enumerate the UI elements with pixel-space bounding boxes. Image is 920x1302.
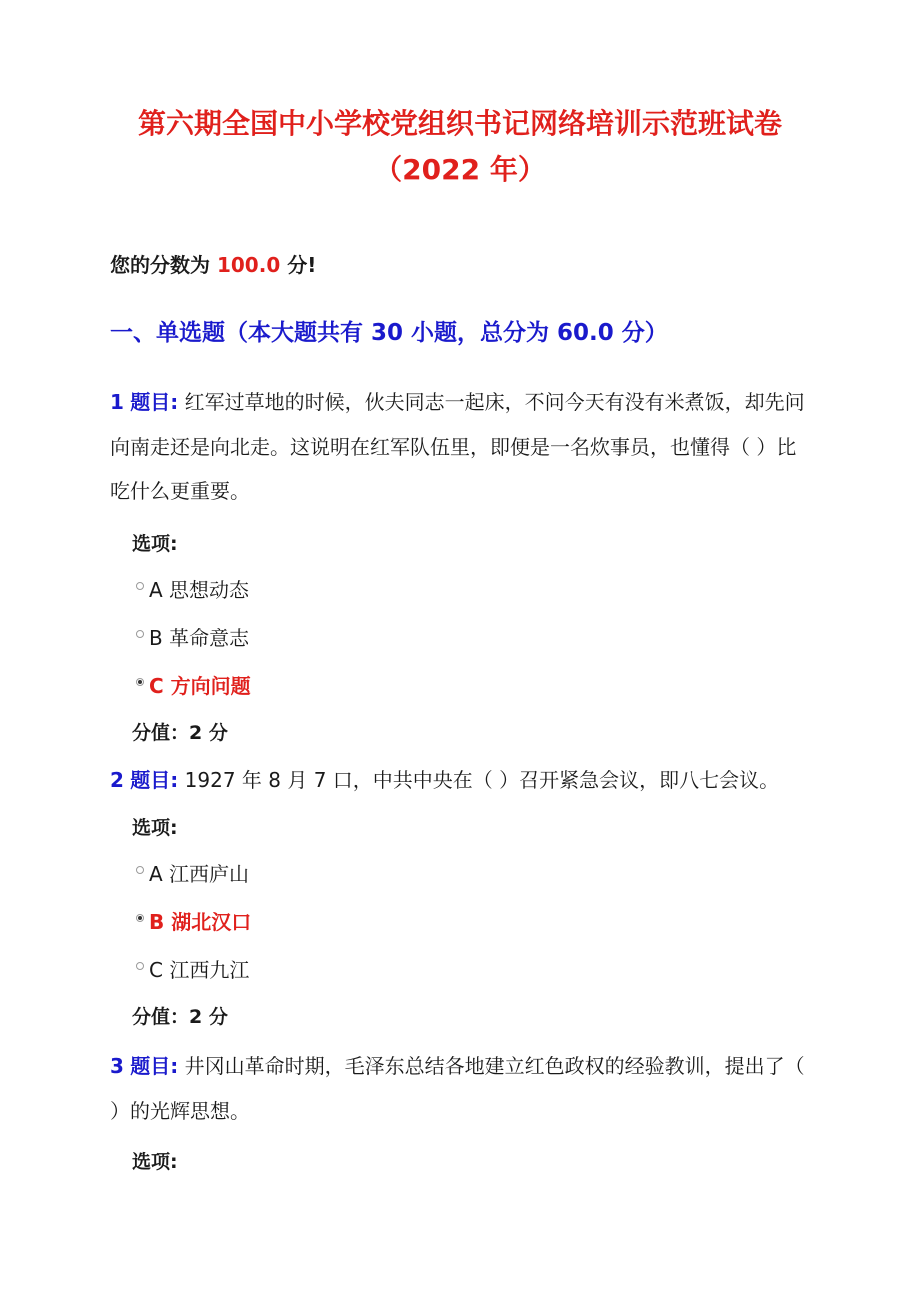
option-a[interactable] (136, 575, 249, 605)
options-label: 选项: (132, 1151, 178, 1173)
radio-selected-icon[interactable] (136, 914, 144, 922)
section-heading: 一、单选题（本大题共有 30 小题，总分为 60.0 分） (110, 320, 668, 346)
radio-icon[interactable] (136, 630, 144, 638)
question-number: 3 (110, 1054, 124, 1078)
question-label: 题目: (130, 1054, 179, 1078)
question-label: 题目: (130, 768, 179, 792)
option-text: A 江西庐山 (149, 862, 250, 886)
points-label: 分值：2 分 (132, 722, 228, 744)
exam-title-line1: 第六期全国中小学校党组织书记网络培训示范班试卷 (137, 107, 782, 140)
radio-icon[interactable] (136, 962, 144, 970)
radio-icon[interactable] (136, 582, 144, 590)
option-text: C 方向问题 (149, 674, 251, 698)
options-label: 选项: (132, 533, 178, 555)
question-label: 题目: (130, 390, 179, 414)
option-text: C 江西九江 (149, 958, 250, 982)
option-b[interactable] (136, 907, 251, 937)
option-a[interactable] (136, 859, 249, 889)
radio-icon[interactable] (136, 866, 144, 874)
radio-selected-icon[interactable] (136, 678, 144, 686)
option-b[interactable] (136, 623, 249, 653)
question-2 (110, 758, 810, 803)
option-text: B 革命意志 (149, 626, 250, 650)
exam-title-line2: （2022 年） (374, 153, 546, 186)
score-value: 100.0 (216, 253, 281, 277)
points-label: 分值：2 分 (132, 1006, 228, 1028)
question-text: 井冈山革命时期，毛泽东总结各地建立红色政权的经验教训，提出了（ ）的光辉思想。 (110, 1054, 805, 1123)
option-c[interactable] (136, 955, 249, 985)
question-1 (110, 380, 810, 514)
score-suffix: 分! (280, 253, 317, 277)
question-number: 2 (110, 768, 124, 792)
score-prefix: 您的分数为 (110, 253, 217, 277)
question-text: 红军过草地的时候，伙夫同志一起床，不问今天有没有米煮饭，却先问向南走还是向北走。这说明在红军队伍里，即便是一名炊事员，也懂得（ ）比吃什么更重要。 (110, 390, 805, 503)
score-line (110, 250, 316, 280)
question-3 (110, 1044, 810, 1133)
options-label: 选项: (132, 817, 178, 839)
question-text: 1927 年 8 月 7 口，中共中央在（ ）召开紧急会议，即八七会议。 (184, 768, 780, 792)
question-number: 1 (110, 390, 124, 414)
option-c[interactable] (136, 671, 251, 701)
option-text: A 思想动态 (149, 578, 250, 602)
option-text: B 湖北汉口 (149, 910, 252, 934)
